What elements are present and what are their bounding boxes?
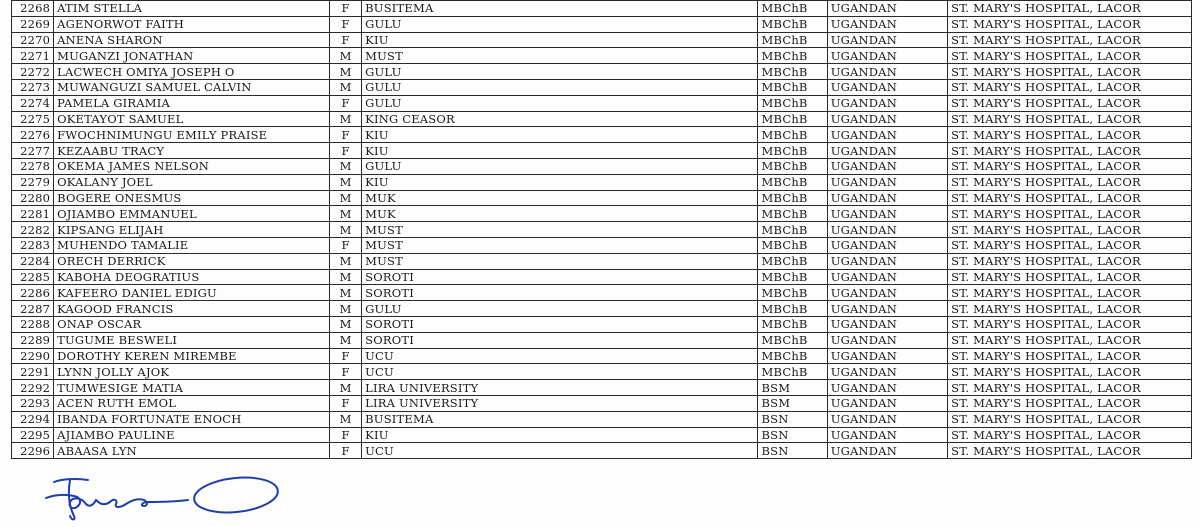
name-cell: OKEMA JAMES NELSON bbox=[54, 158, 330, 174]
nationality-cell: UGANDAN bbox=[827, 32, 947, 48]
serial-number-cell: 2275 bbox=[12, 111, 54, 127]
hospital-cell: ST. MARY'S HOSPITAL, LACOR bbox=[948, 380, 1192, 396]
program-cell: MBChB bbox=[758, 190, 827, 206]
name-cell: ONAP OSCAR bbox=[54, 316, 330, 332]
name-cell: OKALANY JOEL bbox=[54, 174, 330, 190]
table-row bbox=[12, 64, 1192, 80]
program-cell: BSN bbox=[758, 443, 827, 459]
nationality-cell: UGANDAN bbox=[827, 253, 947, 269]
serial-number-cell: 2289 bbox=[12, 332, 54, 348]
name-cell: AGENORWOT FAITH bbox=[54, 16, 330, 32]
sex-cell: F bbox=[330, 143, 362, 159]
hospital-cell: ST. MARY'S HOSPITAL, LACOR bbox=[948, 316, 1192, 332]
serial-number-cell: 2273 bbox=[12, 79, 54, 95]
serial-number-cell: 2284 bbox=[12, 253, 54, 269]
program-cell: MBChB bbox=[758, 64, 827, 80]
program-cell: BSM bbox=[758, 395, 827, 411]
serial-number-cell: 2287 bbox=[12, 301, 54, 317]
name-cell: KABOHA DEOGRATIUS bbox=[54, 269, 330, 285]
nationality-cell: UGANDAN bbox=[827, 190, 947, 206]
name-cell: FWOCHNIMUNGU EMILY PRAISE bbox=[54, 127, 330, 143]
name-cell: BOGERE ONESMUS bbox=[54, 190, 330, 206]
university-cell: GULU bbox=[362, 79, 758, 95]
university-cell: MUST bbox=[362, 48, 758, 64]
program-cell: MBChB bbox=[758, 301, 827, 317]
name-cell: ACEN RUTH EMOL bbox=[54, 395, 330, 411]
name-cell: KIPSANG ELIJAH bbox=[54, 222, 330, 238]
name-cell: KEZAABU TRACY bbox=[54, 143, 330, 159]
hospital-cell: ST. MARY'S HOSPITAL, LACOR bbox=[948, 222, 1192, 238]
program-cell: MBChB bbox=[758, 95, 827, 111]
name-cell: OJIAMBO EMMANUEL bbox=[54, 206, 330, 222]
serial-number-cell: 2291 bbox=[12, 364, 54, 380]
name-cell: KAFEERO DANIEL EDIGU bbox=[54, 285, 330, 301]
table-row bbox=[12, 32, 1192, 48]
university-cell: MUST bbox=[362, 237, 758, 253]
university-cell: UCU bbox=[362, 364, 758, 380]
serial-number-cell: 2268 bbox=[12, 1, 54, 17]
sex-cell: M bbox=[330, 380, 362, 396]
nationality-cell: UGANDAN bbox=[827, 95, 947, 111]
sex-cell: F bbox=[330, 127, 362, 143]
sex-cell: F bbox=[330, 427, 362, 443]
serial-number-cell: 2283 bbox=[12, 237, 54, 253]
serial-number-cell: 2288 bbox=[12, 316, 54, 332]
university-cell: UCU bbox=[362, 443, 758, 459]
nationality-cell: UGANDAN bbox=[827, 443, 947, 459]
table-row bbox=[12, 206, 1192, 222]
university-cell: KING CEASOR bbox=[362, 111, 758, 127]
serial-number-cell: 2278 bbox=[12, 158, 54, 174]
nationality-cell: UGANDAN bbox=[827, 301, 947, 317]
university-cell: SOROTI bbox=[362, 332, 758, 348]
nationality-cell: UGANDAN bbox=[827, 64, 947, 80]
table-row bbox=[12, 174, 1192, 190]
university-cell: LIRA UNIVERSITY bbox=[362, 380, 758, 396]
hospital-cell: ST. MARY'S HOSPITAL, LACOR bbox=[948, 16, 1192, 32]
university-cell: GULU bbox=[362, 16, 758, 32]
program-cell: MBChB bbox=[758, 253, 827, 269]
hospital-cell: ST. MARY'S HOSPITAL, LACOR bbox=[948, 253, 1192, 269]
hospital-cell: ST. MARY'S HOSPITAL, LACOR bbox=[948, 237, 1192, 253]
sex-cell: M bbox=[330, 206, 362, 222]
internship-roster-table bbox=[11, 0, 1192, 459]
program-cell: MBChB bbox=[758, 32, 827, 48]
table-row bbox=[12, 143, 1192, 159]
program-cell: BSM bbox=[758, 380, 827, 396]
hospital-cell: ST. MARY'S HOSPITAL, LACOR bbox=[948, 174, 1192, 190]
sex-cell: M bbox=[330, 111, 362, 127]
program-cell: MBChB bbox=[758, 237, 827, 253]
nationality-cell: UGANDAN bbox=[827, 380, 947, 396]
table-row bbox=[12, 443, 1192, 459]
serial-number-cell: 2276 bbox=[12, 127, 54, 143]
university-cell: GULU bbox=[362, 95, 758, 111]
sex-cell: M bbox=[330, 269, 362, 285]
table-row bbox=[12, 16, 1192, 32]
sex-cell: M bbox=[330, 64, 362, 80]
serial-number-cell: 2281 bbox=[12, 206, 54, 222]
nationality-cell: UGANDAN bbox=[827, 48, 947, 64]
program-cell: MBChB bbox=[758, 79, 827, 95]
program-cell: MBChB bbox=[758, 127, 827, 143]
sex-cell: F bbox=[330, 443, 362, 459]
program-cell: MBChB bbox=[758, 316, 827, 332]
program-cell: MBChB bbox=[758, 1, 827, 17]
table-row bbox=[12, 316, 1192, 332]
table-row bbox=[12, 253, 1192, 269]
table-row bbox=[12, 301, 1192, 317]
university-cell: MUK bbox=[362, 206, 758, 222]
nationality-cell: UGANDAN bbox=[827, 427, 947, 443]
name-cell: TUGUME BESWELI bbox=[54, 332, 330, 348]
name-cell: AJIAMBO PAULINE bbox=[54, 427, 330, 443]
hospital-cell: ST. MARY'S HOSPITAL, LACOR bbox=[948, 127, 1192, 143]
program-cell: MBChB bbox=[758, 348, 827, 364]
program-cell: MBChB bbox=[758, 174, 827, 190]
nationality-cell: UGANDAN bbox=[827, 237, 947, 253]
name-cell: ATIM STELLA bbox=[54, 1, 330, 17]
nationality-cell: UGANDAN bbox=[827, 127, 947, 143]
university-cell: BUSITEMA bbox=[362, 1, 758, 17]
table-row bbox=[12, 269, 1192, 285]
hospital-cell: ST. MARY'S HOSPITAL, LACOR bbox=[948, 395, 1192, 411]
university-cell: KIU bbox=[362, 32, 758, 48]
serial-number-cell: 2282 bbox=[12, 222, 54, 238]
name-cell: LACWECH OMIYA JOSEPH O bbox=[54, 64, 330, 80]
serial-number-cell: 2272 bbox=[12, 64, 54, 80]
nationality-cell: UGANDAN bbox=[827, 316, 947, 332]
sex-cell: M bbox=[330, 158, 362, 174]
nationality-cell: UGANDAN bbox=[827, 222, 947, 238]
sex-cell: M bbox=[330, 253, 362, 269]
hospital-cell: ST. MARY'S HOSPITAL, LACOR bbox=[948, 427, 1192, 443]
roster-body bbox=[12, 1, 1192, 459]
table-row bbox=[12, 1, 1192, 17]
sex-cell: F bbox=[330, 16, 362, 32]
program-cell: BSN bbox=[758, 411, 827, 427]
table-row bbox=[12, 127, 1192, 143]
sex-cell: F bbox=[330, 364, 362, 380]
nationality-cell: UGANDAN bbox=[827, 1, 947, 17]
nationality-cell: UGANDAN bbox=[827, 16, 947, 32]
hospital-cell: ST. MARY'S HOSPITAL, LACOR bbox=[948, 269, 1192, 285]
nationality-cell: UGANDAN bbox=[827, 411, 947, 427]
university-cell: MUST bbox=[362, 222, 758, 238]
table-row bbox=[12, 285, 1192, 301]
hospital-cell: ST. MARY'S HOSPITAL, LACOR bbox=[948, 364, 1192, 380]
university-cell: BUSITEMA bbox=[362, 411, 758, 427]
hospital-cell: ST. MARY'S HOSPITAL, LACOR bbox=[948, 190, 1192, 206]
hospital-cell: ST. MARY'S HOSPITAL, LACOR bbox=[948, 348, 1192, 364]
table-row bbox=[12, 95, 1192, 111]
sex-cell: M bbox=[330, 190, 362, 206]
sex-cell: F bbox=[330, 348, 362, 364]
serial-number-cell: 2286 bbox=[12, 285, 54, 301]
university-cell: SOROTI bbox=[362, 285, 758, 301]
sex-cell: M bbox=[330, 316, 362, 332]
name-cell: ABAASA LYN bbox=[54, 443, 330, 459]
hospital-cell: ST. MARY'S HOSPITAL, LACOR bbox=[948, 48, 1192, 64]
table-row bbox=[12, 237, 1192, 253]
program-cell: MBChB bbox=[758, 158, 827, 174]
hospital-cell: ST. MARY'S HOSPITAL, LACOR bbox=[948, 158, 1192, 174]
serial-number-cell: 2271 bbox=[12, 48, 54, 64]
nationality-cell: UGANDAN bbox=[827, 348, 947, 364]
hospital-cell: ST. MARY'S HOSPITAL, LACOR bbox=[948, 32, 1192, 48]
hospital-cell: ST. MARY'S HOSPITAL, LACOR bbox=[948, 301, 1192, 317]
name-cell: OKETAYOT SAMUEL bbox=[54, 111, 330, 127]
sex-cell: M bbox=[330, 174, 362, 190]
program-cell: MBChB bbox=[758, 332, 827, 348]
program-cell: MBChB bbox=[758, 16, 827, 32]
table-row bbox=[12, 158, 1192, 174]
name-cell: MUGANZI JONATHAN bbox=[54, 48, 330, 64]
university-cell: LIRA UNIVERSITY bbox=[362, 395, 758, 411]
serial-number-cell: 2277 bbox=[12, 143, 54, 159]
nationality-cell: UGANDAN bbox=[827, 79, 947, 95]
hospital-cell: ST. MARY'S HOSPITAL, LACOR bbox=[948, 64, 1192, 80]
hospital-cell: ST. MARY'S HOSPITAL, LACOR bbox=[948, 79, 1192, 95]
hospital-cell: ST. MARY'S HOSPITAL, LACOR bbox=[948, 332, 1192, 348]
serial-number-cell: 2292 bbox=[12, 380, 54, 396]
serial-number-cell: 2294 bbox=[12, 411, 54, 427]
sex-cell: M bbox=[330, 79, 362, 95]
university-cell: KIU bbox=[362, 127, 758, 143]
name-cell: MUWANGUZI SAMUEL CALVIN bbox=[54, 79, 330, 95]
name-cell: TUMWESIGE MATIA bbox=[54, 380, 330, 396]
university-cell: GULU bbox=[362, 301, 758, 317]
serial-number-cell: 2296 bbox=[12, 443, 54, 459]
name-cell: ANENA SHARON bbox=[54, 32, 330, 48]
name-cell: IBANDA FORTUNATE ENOCH bbox=[54, 411, 330, 427]
program-cell: MBChB bbox=[758, 285, 827, 301]
serial-number-cell: 2269 bbox=[12, 16, 54, 32]
sex-cell: M bbox=[330, 301, 362, 317]
program-cell: MBChB bbox=[758, 48, 827, 64]
program-cell: MBChB bbox=[758, 364, 827, 380]
program-cell: MBChB bbox=[758, 269, 827, 285]
table-row bbox=[12, 348, 1192, 364]
sex-cell: F bbox=[330, 1, 362, 17]
nationality-cell: UGANDAN bbox=[827, 332, 947, 348]
university-cell: SOROTI bbox=[362, 269, 758, 285]
nationality-cell: UGANDAN bbox=[827, 174, 947, 190]
hospital-cell: ST. MARY'S HOSPITAL, LACOR bbox=[948, 285, 1192, 301]
name-cell: DOROTHY KEREN MIREMBE bbox=[54, 348, 330, 364]
sex-cell: F bbox=[330, 395, 362, 411]
table-row bbox=[12, 111, 1192, 127]
table-row bbox=[12, 48, 1192, 64]
nationality-cell: UGANDAN bbox=[827, 269, 947, 285]
nationality-cell: UGANDAN bbox=[827, 206, 947, 222]
sex-cell: M bbox=[330, 332, 362, 348]
nationality-cell: UGANDAN bbox=[827, 111, 947, 127]
university-cell: UCU bbox=[362, 348, 758, 364]
sex-cell: F bbox=[330, 32, 362, 48]
nationality-cell: UGANDAN bbox=[827, 158, 947, 174]
sex-cell: M bbox=[330, 411, 362, 427]
table-row bbox=[12, 332, 1192, 348]
serial-number-cell: 2279 bbox=[12, 174, 54, 190]
table-row bbox=[12, 427, 1192, 443]
serial-number-cell: 2270 bbox=[12, 32, 54, 48]
program-cell: MBChB bbox=[758, 222, 827, 238]
name-cell: ORECH DERRICK bbox=[54, 253, 330, 269]
serial-number-cell: 2285 bbox=[12, 269, 54, 285]
university-cell: MUK bbox=[362, 190, 758, 206]
hospital-cell: ST. MARY'S HOSPITAL, LACOR bbox=[948, 443, 1192, 459]
hospital-cell: ST. MARY'S HOSPITAL, LACOR bbox=[948, 95, 1192, 111]
table-row bbox=[12, 222, 1192, 238]
program-cell: MBChB bbox=[758, 111, 827, 127]
nationality-cell: UGANDAN bbox=[827, 395, 947, 411]
hospital-cell: ST. MARY'S HOSPITAL, LACOR bbox=[948, 111, 1192, 127]
university-cell: KIU bbox=[362, 427, 758, 443]
serial-number-cell: 2274 bbox=[12, 95, 54, 111]
sex-cell: M bbox=[330, 222, 362, 238]
table-row bbox=[12, 411, 1192, 427]
university-cell: GULU bbox=[362, 64, 758, 80]
university-cell: SOROTI bbox=[362, 316, 758, 332]
name-cell: KAGOOD FRANCIS bbox=[54, 301, 330, 317]
nationality-cell: UGANDAN bbox=[827, 364, 947, 380]
hospital-cell: ST. MARY'S HOSPITAL, LACOR bbox=[948, 206, 1192, 222]
table-row bbox=[12, 364, 1192, 380]
sex-cell: M bbox=[330, 285, 362, 301]
serial-number-cell: 2293 bbox=[12, 395, 54, 411]
table-row bbox=[12, 79, 1192, 95]
sex-cell: M bbox=[330, 48, 362, 64]
hospital-cell: ST. MARY'S HOSPITAL, LACOR bbox=[948, 411, 1192, 427]
hospital-cell: ST. MARY'S HOSPITAL, LACOR bbox=[948, 1, 1192, 17]
nationality-cell: UGANDAN bbox=[827, 143, 947, 159]
handwritten-signature bbox=[40, 468, 290, 523]
program-cell: MBChB bbox=[758, 143, 827, 159]
program-cell: MBChB bbox=[758, 206, 827, 222]
university-cell: KIU bbox=[362, 143, 758, 159]
university-cell: KIU bbox=[362, 174, 758, 190]
program-cell: BSN bbox=[758, 427, 827, 443]
serial-number-cell: 2290 bbox=[12, 348, 54, 364]
sex-cell: F bbox=[330, 237, 362, 253]
sex-cell: F bbox=[330, 95, 362, 111]
hospital-cell: ST. MARY'S HOSPITAL, LACOR bbox=[948, 143, 1192, 159]
university-cell: MUST bbox=[362, 253, 758, 269]
table-row bbox=[12, 190, 1192, 206]
name-cell: LYNN JOLLY AJOK bbox=[54, 364, 330, 380]
table-row bbox=[12, 395, 1192, 411]
name-cell: MUHENDO TAMALIE bbox=[54, 237, 330, 253]
nationality-cell: UGANDAN bbox=[827, 285, 947, 301]
serial-number-cell: 2280 bbox=[12, 190, 54, 206]
table-row bbox=[12, 380, 1192, 396]
university-cell: GULU bbox=[362, 158, 758, 174]
name-cell: PAMELA GIRAMIA bbox=[54, 95, 330, 111]
serial-number-cell: 2295 bbox=[12, 427, 54, 443]
